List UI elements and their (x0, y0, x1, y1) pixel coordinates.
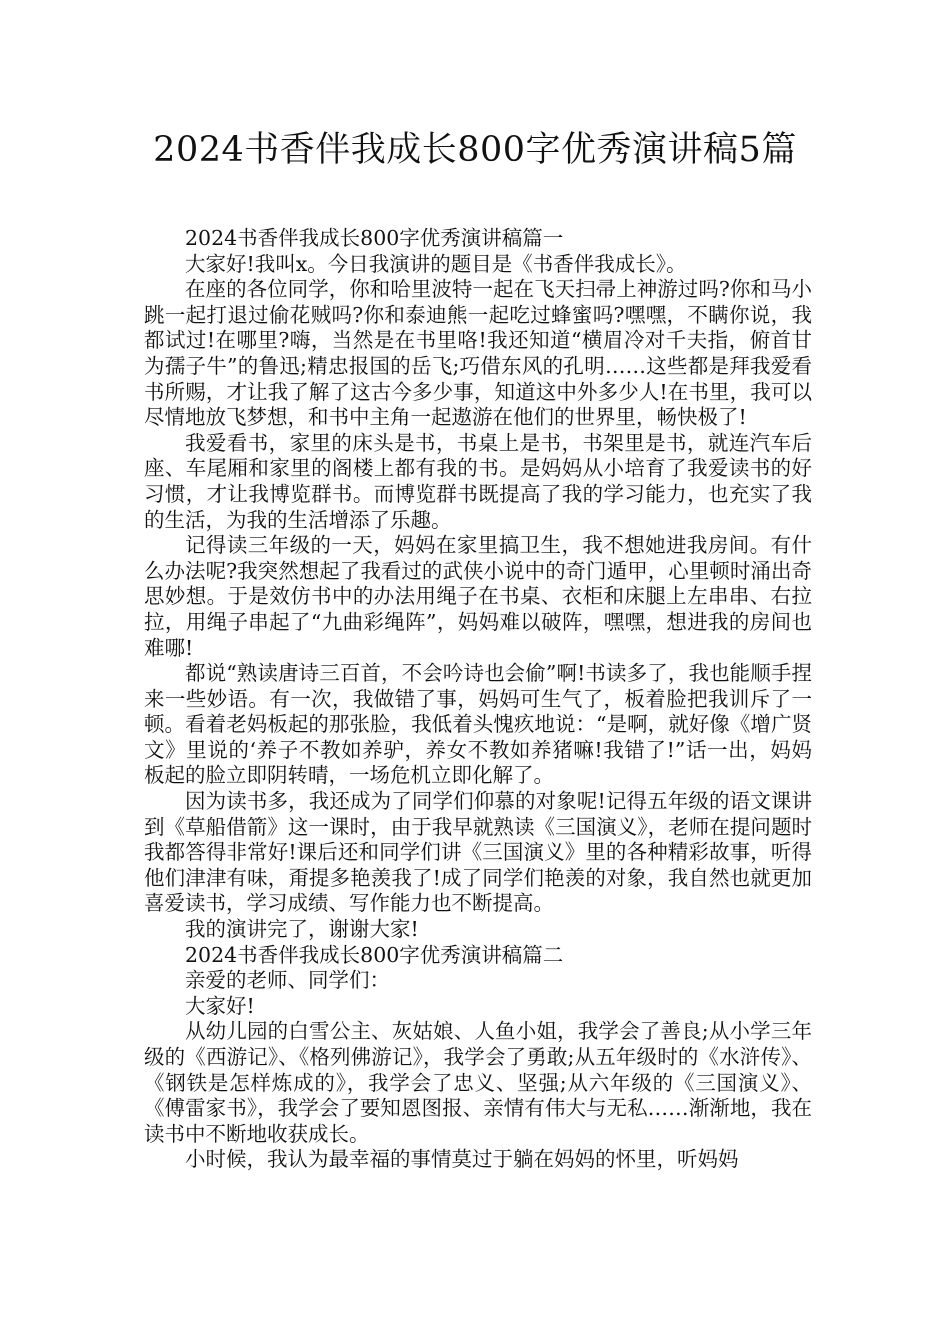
document-title: 2024书香伴我成长800字优秀演讲稿5篇 (153, 130, 797, 170)
paragraph: 因为读书多，我还成为了同学们仰慕的对象呢!记得五年级的语文课讲到《草船借箭》这一课时，由于我早就熟读《三国演义》，老师在提问题时我都答得非常好!课后还和同学们讲《三国演义》里的各种精彩故事，听得他们津津有味，甭提多艳羡我了!成了同学们艳羡的对象，我自然也就更加喜爱读书，学习成绩、写作能力也不断提高。 (144, 789, 812, 916)
section-heading: 2024书香伴我成长800字优秀演讲稿篇一 (185, 226, 564, 250)
paragraph: 都说“熟读唐诗三百首，不会吟诗也会偷”啊!书读多了，我也能顺手捏来一些妙语。有一次，我做错了事，妈妈可生气了，板着脸把我训斥了一顿。看着老妈板起的那张脸，我低着头愧疚地说：“是啊，就好像《增广贤文》里说的‘养子不教如养驴，养女不教如养猪嘛!我错了!”话一出，妈妈板起的脸立即阴转晴，一场危机立即化解了。 (144, 661, 812, 788)
paragraph: 小时候，我认为最幸福的事情莫过于躺在妈妈的怀里，听妈妈 (185, 1147, 739, 1172)
section-heading: 2024书香伴我成长800字优秀演讲稿篇二 (185, 942, 564, 967)
paragraph: 在座的各位同学，你和哈里波特一起在飞天扫帚上神游过吗?你和马小跳一起打退过偷花贼吗?你和泰迪熊一起吃过蜂蜜吗?嘿嘿，不瞒你说，我都试过!在哪里?嗨，当然是在书里咯!我还知道“横眉冷对千夫指，俯首甘为孺子牛”的鲁迅;精忠报国的岳飞;巧借东风的孔明……这些都是拜我爱看书所赐，才让我了解了这古今多少事，知道这中外多少人!在书里，我可以尽情地放飞梦想，和书中主角一起遨游在他们的世界里，畅快极了! (144, 277, 812, 430)
paragraph: 我的演讲完了，谢谢大家! (185, 917, 419, 942)
document-body (144, 226, 812, 1173)
paragraph: 从幼儿园的白雪公主、灰姑娘、人鱼小姐，我学会了善良;从小学三年级的《西游记》、《格列佛游记》，我学会了勇敢;从五年级时的《水浒传》、《钢铁是怎样炼成的》，我学会了忠义、坚强;从六年级的《三国演义》、《傅雷家书》，我学会了要知恩图报、亲情有伟大与无私……渐渐地，我在读书中不断地收获成长。 (144, 1019, 812, 1146)
paragraph: 大家好! (185, 993, 255, 1018)
paragraph: 大家好!我叫x。今日我演讲的题目是《书香伴我成长》。 (185, 251, 687, 276)
paragraph: 亲爱的老师、同学们： (185, 968, 390, 993)
paragraph: 我爱看书，家里的床头是书，书桌上是书，书架里是书，就连汽车后座、车尾厢和家里的阁楼上都有我的书。是妈妈从小培育了我爱读书的好习惯，才让我博览群书。而博览群书既提高了我的学习能力，也充实了我的生活，为我的生活增添了乐趣。 (144, 430, 812, 532)
paragraph: 记得读三年级的一天，妈妈在家里搞卫生，我不想她进我房间。有什么办法呢?我突然想起了我看过的武侠小说中的奇门遁甲，心里顿时涌出奇思妙想。于是效仿书中的办法用绳子在书桌、衣柜和床腿上左串串、右拉拉，用绳子串起了“九曲彩绳阵”，妈妈难以破阵，嘿嘿，想进我的房间也难哪! (144, 533, 812, 660)
